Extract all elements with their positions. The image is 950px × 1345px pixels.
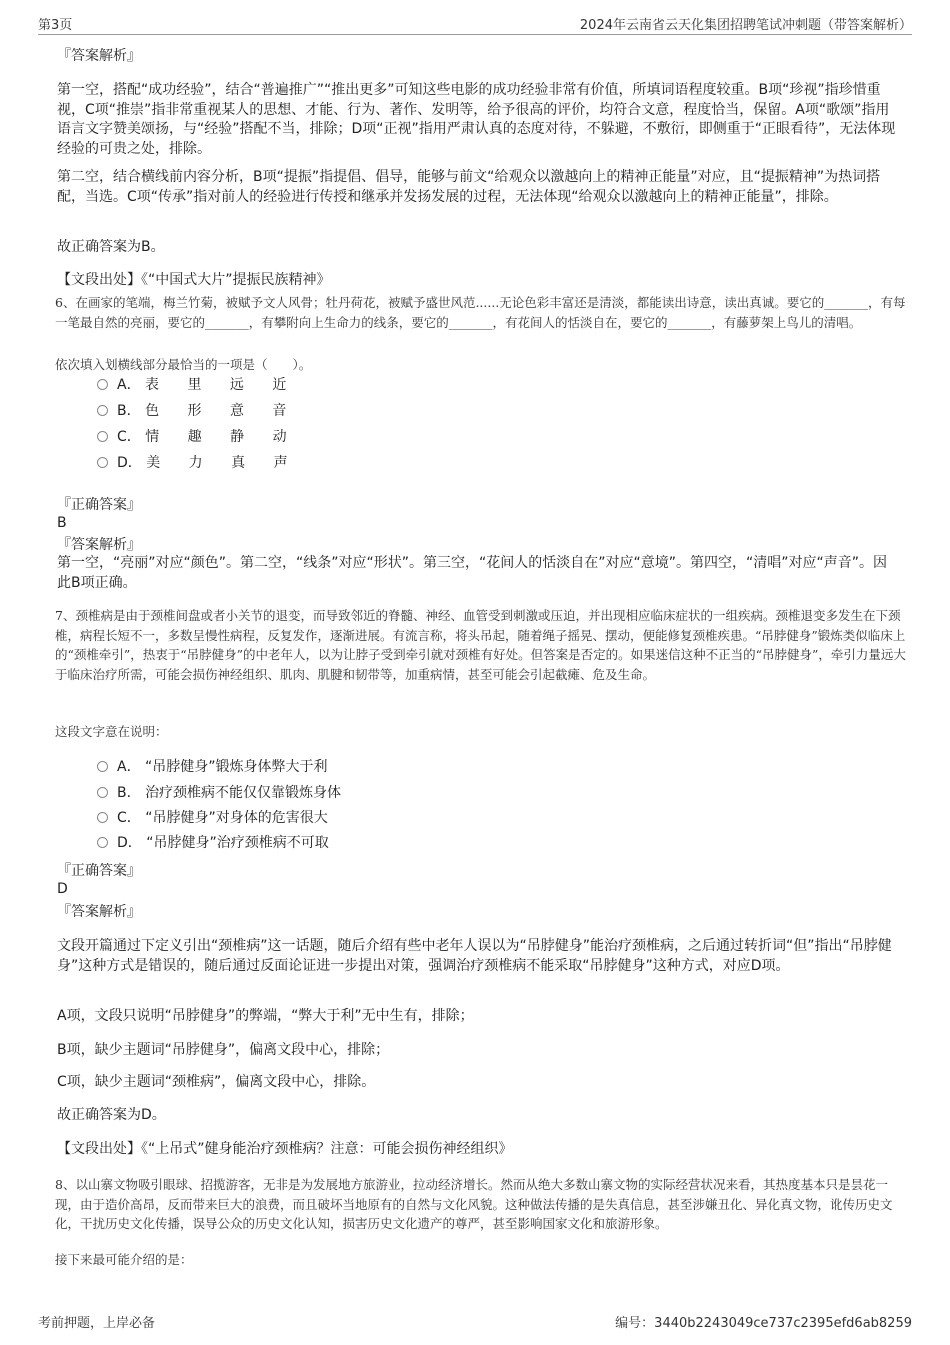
page-header (38, 10, 912, 35)
q6-option-b[interactable]: B． 色 形 意 音 (97, 401, 298, 421)
q6-answer: B (57, 515, 67, 531)
q7-option-c[interactable]: C． “吊脖健身”对身体的危害很大 (97, 808, 328, 828)
q6-prompt: 依次填入划横线部分最恰当的一项是（ ）。 (55, 357, 312, 372)
q6-option-d[interactable]: D． 美 力 真 声 (97, 453, 300, 473)
q7-option-d[interactable]: D． “吊脖健身”治疗颈椎病不可取 (97, 833, 329, 853)
q7-option-a[interactable]: A． “吊脖健身”锻炼身体弊大于利 (97, 757, 328, 777)
q7-analysis-para4: C项，缺少主题词“颈椎病”，偏离文段中心，排除。 (57, 1074, 376, 1090)
q5-analysis-para2: 第二空，结合横线前内容分析，B项“提振”指提倡、倡导，能够与前文“给观众以激越向上的精神正能量”对应，且“提振精神”为热词搭配，当选。C项“传承”指对前人的经验进行传授和继承并发扬发展的过程，无法体现“给观众以激越向上的精神正能量”，排除。 (57, 169, 881, 205)
radio-icon[interactable] (97, 837, 108, 848)
q7-analysis-para1: 文段开篇通过下定义引出“颈椎病”这一话题，随后介绍有些中老年人误以为“吊脖健身”能治疗颈椎病，之后通过转折词“但”指出“吊脖健身”这种方式是错误的，随后通过反面论证进一步提出对策，强调治疗颈椎病不能采取“吊脖健身”这种方式，对应D项。 (57, 938, 892, 974)
radio-icon[interactable] (97, 761, 108, 772)
q7-analysis-para2: A项，文段只说明“吊脖健身”的弊端，“弊大于利”无中生有，排除； (57, 1008, 474, 1024)
q6-option-a[interactable]: A． 表 里 远 近 (97, 375, 298, 395)
q7-stem: 7、颈椎病是由于颈椎间盘或者小关节的退变，而导致邻近的脊髓、神经、血管受到刺激或压迫，并出现相应临床症状的一组疾病。颈椎退变多发生在下颈椎，病程长短不一，多数呈慢性病程，反复发作，逐渐进展。有流言称，将头吊起，随着绳子摇晃、摆动，便能修复颈椎疾患。“吊脖健身”锻炼类似临床上的“颈椎牵引”，热衷于“吊脖健身”的中老年人，以为让脖子受到牵引就对颈椎有好处。但答案是否定的。如果迷信这种不正当的“吊脖健身”，牵引力量远大于临床治疗所需，可能会损伤神经组织、肌肉、肌腱和韧带等，加重病情，甚至可能会引起截瘫、危及生命。 (55, 608, 906, 682)
q6-option-c[interactable]: C． 情 趣 静 动 (97, 427, 299, 447)
q8-stem: 8、以山寨文物吸引眼球、招揽游客，无非是为发展地方旅游业，拉动经济增长。然而从绝大多数山寨文物的实际经营状况来看，其热度基本只是昙花一现，由于造价高昂，反而带来巨大的浪费，而且破坏当地原有的自然与文化风貌。这种做法传播的是失真信息，甚至涉嫌丑化、异化真文物，讹传历史文化，干扰历史文化传播，误导公众的历史文化认知，损害历史文化遗产的尊严，甚至影响国家文化和旅游形象。 (55, 1177, 893, 1231)
q7-analysis-title: 『答案解析』 (57, 904, 141, 920)
q7-conclusion: 故正确答案为D。 (57, 1107, 166, 1123)
footer-slogan: 考前押题，上岸必备 (38, 1316, 156, 1331)
q7-prompt: 这段文字意在说明： (55, 724, 168, 739)
radio-icon[interactable] (97, 431, 108, 442)
document-title: 2024年云南省云天化集团招聘笔试冲刺题（带答案解析） (579, 18, 912, 33)
footer-serial: 编号：3440b2243049ce737c2395efd6ab8259 (615, 1316, 912, 1331)
page-number: 第3页 (38, 18, 73, 33)
q5-conclusion: 故正确答案为B。 (57, 239, 165, 255)
q7-analysis-para3: B项，缺少主题词“吊脖健身”，偏离文段中心，排除； (57, 1042, 390, 1058)
radio-icon[interactable] (97, 787, 108, 798)
q5-source: 【文段出处】《“中国式大片”提振民族精神》 (57, 272, 331, 288)
radio-icon[interactable] (97, 457, 108, 468)
q6-stem: 6、在画家的笔端，梅兰竹菊，被赋予文人风骨；牡丹荷花，被赋予盛世风范......无论色彩丰富还是清淡，都能读出诗意，读出真诚。要它的_______，有每一笔最自然的亮丽，要它的_______，有攀附向上生命力的线条，要它的_______，有花间人的恬淡自在，要它的_______，有藤萝架上鸟儿的清唱。 (55, 295, 906, 330)
q6-analysis: 第一空，“亮丽”对应“颜色”。第二空，“线条”对应“形状”。第三空，“花间人的恬淡自在”对应“意境”。第四空，“清唱”对应“声音”。因此B项正确。 (57, 555, 888, 591)
q5-analysis-title: 『答案解析』 (57, 48, 141, 64)
q6-answer-title: 『正确答案』 (57, 497, 141, 513)
q6-analysis-title: 『答案解析』 (57, 537, 141, 553)
radio-icon[interactable] (97, 379, 108, 390)
q7-answer: D (57, 881, 68, 897)
radio-icon[interactable] (97, 812, 108, 823)
q7-answer-title: 『正确答案』 (57, 863, 141, 879)
q7-source: 【文段出处】《“上吊式”健身能治疗颈椎病？注意：可能会损伤神经组织》 (57, 1141, 513, 1157)
radio-icon[interactable] (97, 405, 108, 416)
q8-prompt: 接下来最可能介绍的是： (55, 1252, 193, 1267)
q5-analysis-para1: 第一空，搭配“成功经验”，结合“普遍推广”“推出更多”可知这些电影的成功经验非常有价值，所填词语程度较重。B项“珍视”指珍惜重视，C项“推崇”指非常重视某人的思想、才能、行为、著作、发明等，给予很高的评价，均符合文意，程度恰当，保留。A项“歌颂”指用语言文字赞美颂扬，与“经验”搭配不当，排除；D项“正视”指用严肃认真的态度对待，不躲避，不敷衍，即侧重于“正眼看待”，无法体现经验的可贵之处，排除。 (57, 82, 896, 157)
q7-option-b[interactable]: B． 治疗颈椎病不能仅仅靠锻炼身体 (97, 783, 341, 803)
